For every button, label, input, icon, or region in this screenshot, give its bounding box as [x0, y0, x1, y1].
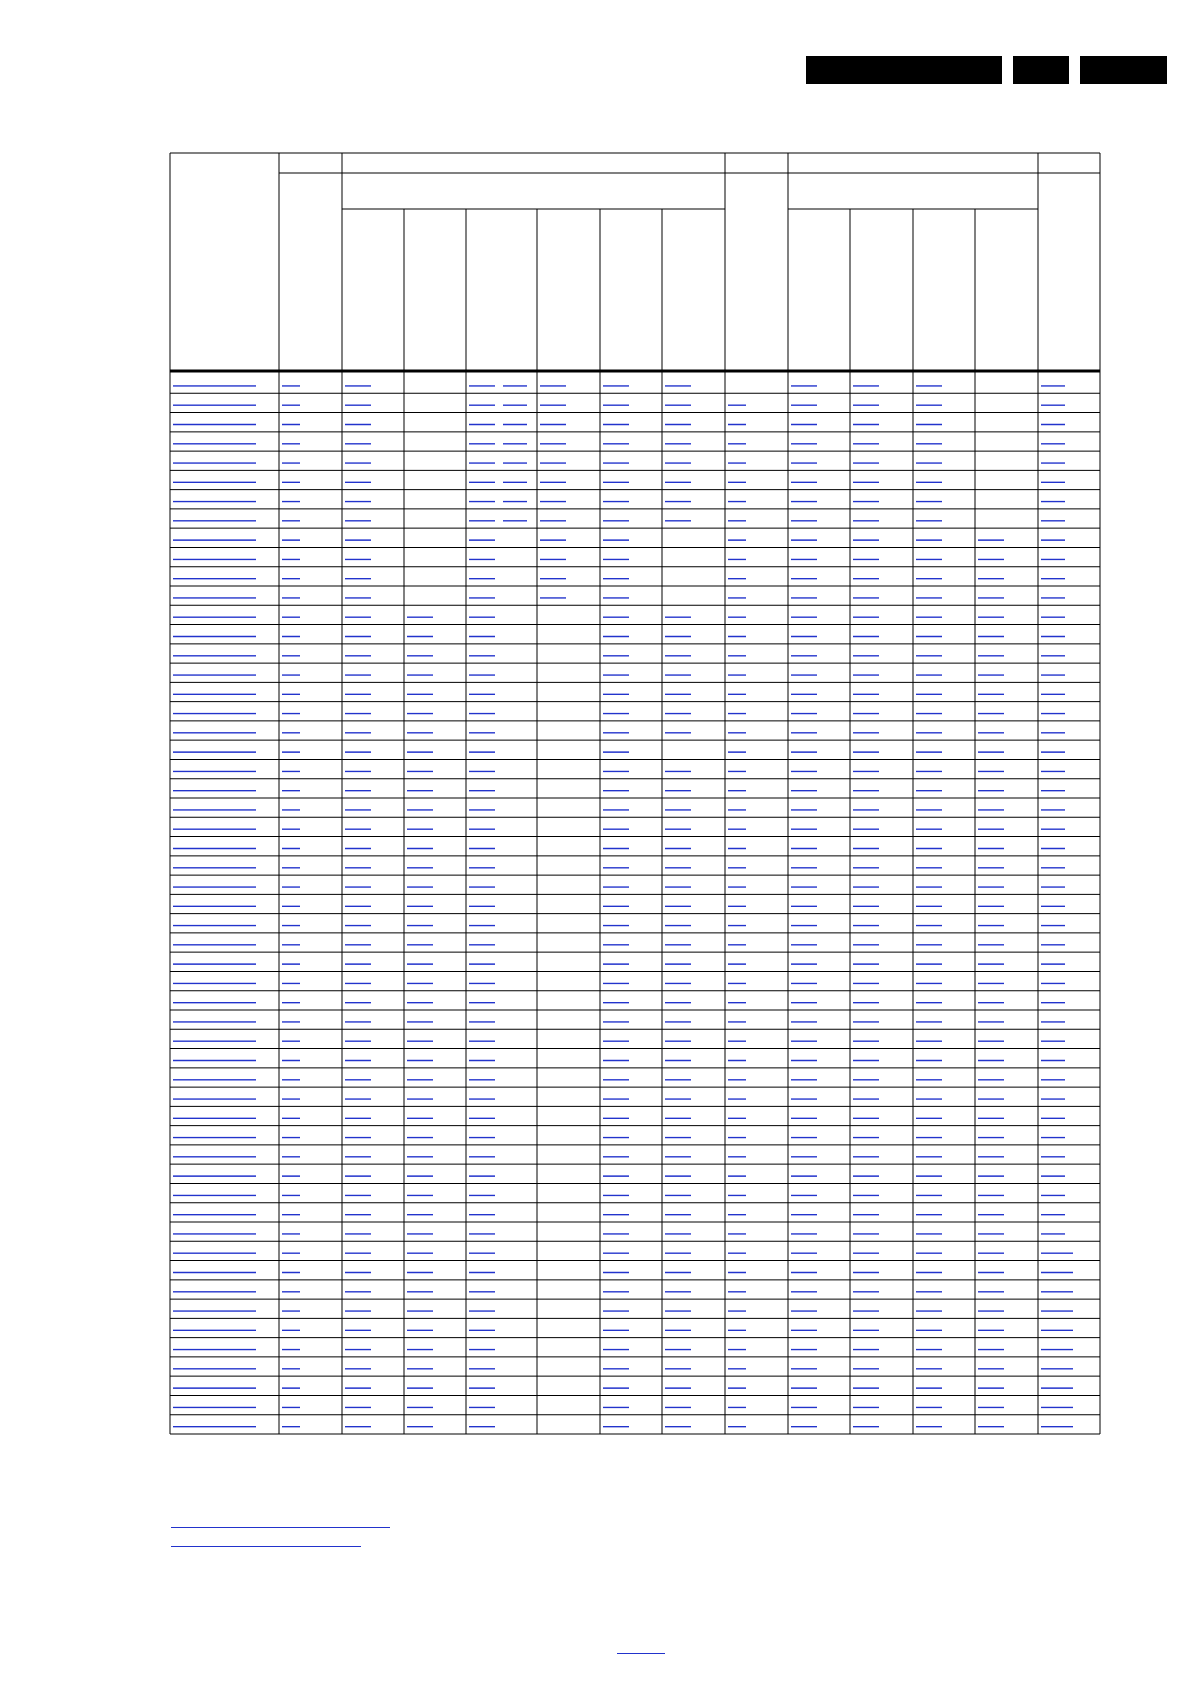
- footer-link-2[interactable]: [171, 1546, 361, 1547]
- footer-link-1[interactable]: [171, 1527, 390, 1528]
- page-number-link[interactable]: [617, 1653, 665, 1654]
